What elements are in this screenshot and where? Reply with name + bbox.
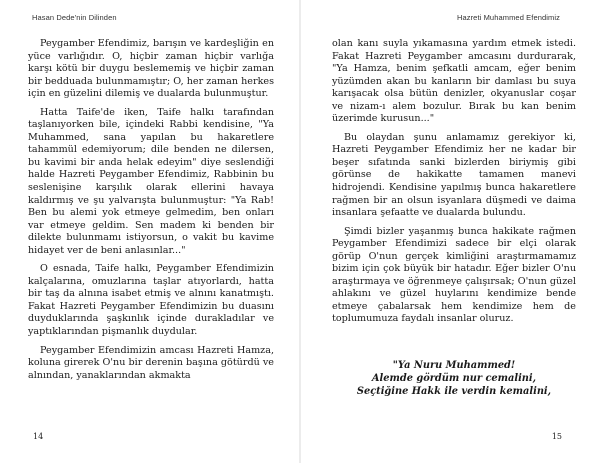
right-text-block — [332, 38, 576, 332]
right-continuation-paragraph: olan kanı suyla yıkamasına yardım etmek istedi. Fakat Hazreti Peygamber amcasını durdurarak, "Ya Hamza, benim şefkatli amcam, eğer benim yüzümden akan bu kanların bir damlası bu suya karışacak olsa bütün denizler, okyanuslar coşar ve nizam-ı alem bozulur. Bırak bu kan benim üzerimde kurusun..." — [332, 38, 576, 125]
left-text-block — [28, 38, 274, 388]
left-paragraph-3: O esnada, Taife halkı, Peygamber Efendimizin kalçalarına, omuzlarına taşlar atıyorlardı, hatta bir taş da alnına isabet etmiş ve alnını kanatmıştı. Fakat Hazreti Peygamber Efendimizin bu duasını duyduklarında şaşkınlık içinde durakladılar ve yaptıklarından pişmanlık duydular. — [28, 263, 274, 338]
left-running-header: Hasan Dede'nin Dilinden — [32, 13, 117, 22]
right-page — [300, 0, 600, 463]
right-paragraph-1: Bu olaydan şunu anlamamız gerekiyor ki, Hazreti Peygamber Efendimiz her ne kadar bir beşer sıfatında sanki bizlerden biriymiş gibi görünse de hakikatte tamamen manevi hidrojendi. Kendisine yapılmış bunca hakaretlere rağmen bir an olsun isyanlara düşmedi ve daima insanlara şefaatte ve dualarda bulundu. — [332, 131, 576, 219]
poem-block — [332, 359, 576, 398]
poem-line-1: "Ya Nuru Muhammed! — [392, 360, 516, 371]
poem-line-2: Alemde gördüm nur cemalini, — [371, 373, 537, 384]
poem-line-3: Seçtiğine Hakk ile verdin kemalini, — [356, 386, 552, 397]
right-running-header: Hazreti Muhammed Efendimiz — [456, 13, 560, 22]
right-paragraph-2: Şimdi bizler yaşanmış bunca hakikate rağmen Peygamber Efendimizi sadece bir elçi olarak görüp O'nun gerçek kimliğini araştırmamamız bizim için çok büyük bir hatadır. Eğer bizler O'nu araştırmaya ve öğrenmeye çalışırsak; O'nun güzel ahlakını ve güzel huylarını kendimize bende etmeye çabalarsak hem kendimize hem de toplumumuza faydalı insanlar oluruz. — [332, 225, 576, 325]
left-page-number: 14 — [33, 432, 44, 441]
left-paragraph-1: Peygamber Efendimiz, barışın ve kardeşliğin en yüce varlığıdır. O, hiçbir zaman hiçbir varlığa karşı kötü bir duygu beslememiş ve hiçbir zaman bir bedduada bulunmamıştır; O, her zaman herkes için en güzelini dilemiş ve dualarda bulunmuştur. — [28, 38, 274, 100]
left-paragraph-4: Peygamber Efendimizin amcası Hazreti Hamza, koluna girerek O'nu bir derenin başına götürdü ve alnından, yanaklarından akmakta — [28, 344, 274, 381]
left-paragraph-2: Hatta Taife'de iken, Taife halkı tarafından taşlanıyorken bile, içindeki Rabbi kendisine, "Ya Muhammed, sana yapılan bu hakaretlere tahammül edemiyorum; dile benden ne dilersen, bu kavimi bir anda helak edeyim" diye seslendiği halde Hazreti Peygamber Efendimiz, Rabbinin bu seslenişine karşılık olarak ellerini havaya kaldırmış ve şu yalvarışta bulunmuştur: "Ya Rab! Ben bu alemi yok etmeye gelmedim, ben onları var etmeye geldim. Sen madem ki benden bir dilekte bulunmamı istiyorsun, o vakit bu kavime hidayet ver de beni anlasınlar..." — [28, 106, 274, 256]
right-page-number: 15 — [551, 432, 562, 441]
